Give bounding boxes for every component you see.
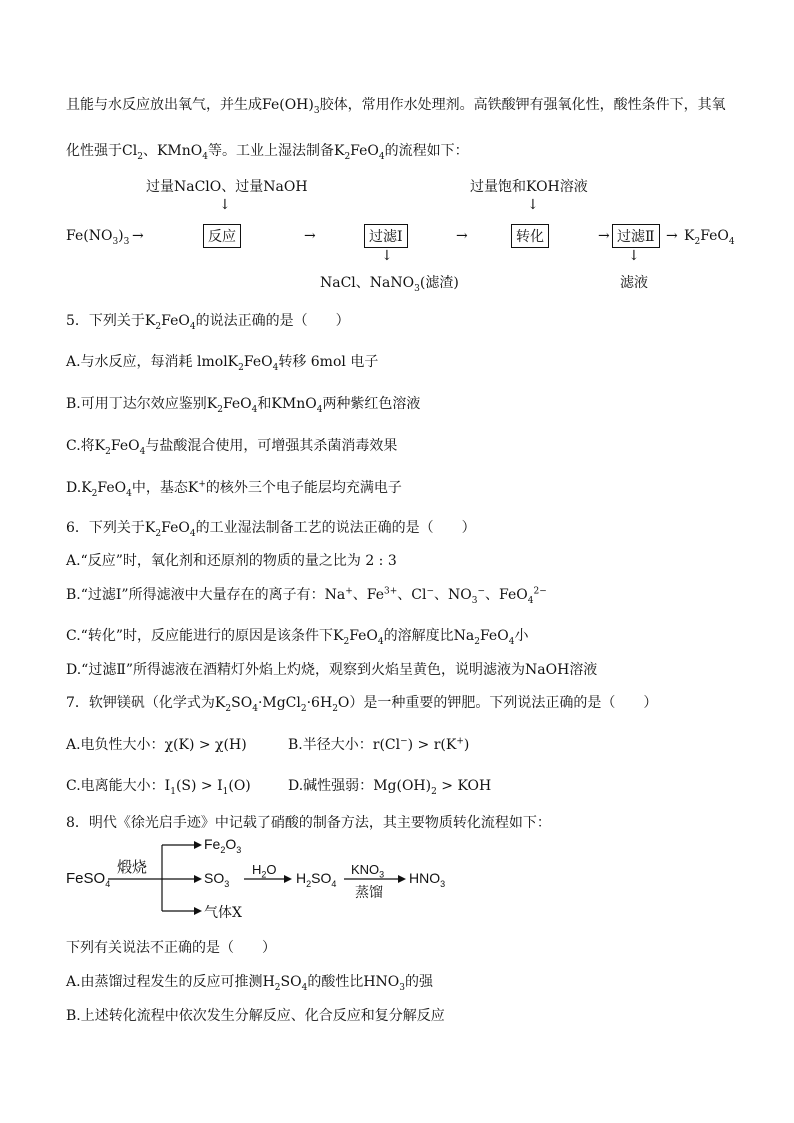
formula: Na [453,628,475,644]
formula: NaOH [525,662,570,678]
formula: O [225,836,237,852]
formula: Fe(NO [66,228,113,244]
subscript: 2 [155,321,162,332]
formula: Na [324,587,346,603]
subscript: 2 [91,488,98,499]
right-arrow-icon: → [598,228,610,244]
subscript: 4 [189,528,196,539]
text: 溶液 [569,662,598,678]
subscript: 2 [220,844,226,855]
text: A.电负性大小： [66,737,165,753]
text: B.可用丁达尔效应鉴别 [66,396,207,412]
arrowhead-icon [194,841,202,849]
h2o-label [252,862,277,880]
subscript: 2 [274,982,281,993]
superscript: + [198,479,206,490]
subscript: 4 [252,703,258,714]
formula: K [144,313,156,329]
subscript: 4 [126,488,132,499]
subscript: 4 [202,151,208,162]
subscript: 1 [170,786,176,797]
superscript: − [426,586,435,597]
formula: O [266,862,277,877]
subscript: 2 [155,528,162,539]
text: D.碱性强弱： [288,778,374,794]
arrowhead-icon [194,907,202,915]
formula: SO [204,870,225,886]
subscript: 2 [344,151,351,162]
subscript: 3 [236,844,242,855]
formula: Fe [366,587,384,603]
formula: KNO [351,862,380,877]
formula: ) > r(K [407,737,457,753]
formula: FeO [499,587,528,603]
text: C.“转化”时，反应能进行的原因是该条件下 [66,628,333,644]
text: 和 [257,396,272,412]
subscript: 3 [414,283,420,294]
formula: SO [231,695,253,711]
subscript: 4 [189,321,196,332]
question-6-option-a: A.“反应”时，氧化剂和还原剂的物质的量之比为 2 : 3 [66,553,397,569]
step-box-filter-2: 过滤Ⅱ [612,224,660,248]
text: 5．下列关于 [66,313,145,329]
right-arrow-icon: → [666,228,678,244]
formula: FeSO [66,870,106,887]
text: 两种紫红色溶液 [322,396,421,412]
formula: Cl [411,587,427,603]
formula: K [144,520,156,536]
subscript: 3 [399,982,405,993]
subscript: 4 [508,636,515,647]
subscript: 2 [238,362,244,373]
text: D. [66,480,82,496]
text: 的溶解度比 [383,628,454,644]
formula: K [333,143,345,159]
filtrate-label: 滤液 [620,275,648,291]
right-arrow-icon: → [304,228,316,244]
text: 、 [352,587,367,603]
subscript: 2 [225,703,232,714]
text: A.由蒸馏过程发生的反应可推测 [66,974,263,990]
text: 转移 6mol 电子 [278,354,379,370]
subscript: 3 [112,236,119,247]
formula: I [164,778,171,794]
text: 的强 [405,974,433,990]
formula: FeO [222,396,252,412]
subscript: 4 [139,446,146,457]
text: 的说法正确的是（ ） [195,313,350,329]
subscript: 2 [300,703,307,714]
formula: ) [463,737,470,753]
formula: Mg(OH) [373,778,432,794]
subscript: 4 [331,878,337,889]
formula: HNO [409,870,441,886]
formula: ·6H [306,695,333,711]
formula: Fe [204,836,221,852]
formula: K [94,438,106,454]
subscript: 1 [222,786,229,797]
formula: ) [118,228,124,244]
formula: > KOH [436,778,492,794]
text: D.“过滤Ⅱ”所得滤液在酒精灯外焰上灼烧，观察到火焰呈黄色，说明滤液为 [66,662,526,678]
fe2o3-label [204,836,241,855]
arrowhead-icon [284,875,292,883]
superscript: + [345,586,353,597]
formula: FeO [479,628,509,644]
subscript: 2 [137,151,143,162]
superscript: 2− [533,586,547,597]
formula: KMnO [271,396,317,412]
formula: SO [280,974,302,990]
hno3-label [409,870,445,889]
question-8-option-a [66,971,433,993]
calcine-label: 煅烧 [117,858,148,876]
formula: NO [448,587,472,603]
subscript: 2 [332,703,338,714]
text: 的酸性比 [307,974,364,990]
text: B.“过滤Ⅰ”所得滤液中大量存在的离子有： [66,587,325,603]
subscript: 2 [217,404,223,415]
formula: χ(K) > χ(H) [164,737,247,753]
step-box-filter-1: 过滤Ⅰ [364,224,408,248]
subscript: 2 [261,869,267,880]
formula: H [262,974,275,990]
subscript: 4 [105,879,111,889]
superscript: + [456,736,464,747]
subscript: 2 [343,636,350,647]
formula: K [214,695,226,711]
formula: K [684,228,695,244]
question-8-stem: 8．明代《徐光启手迹》中记载了硝酸的制备方法，其主要物质转化流程如下： [66,815,551,831]
text: 、 [485,587,500,603]
kno3-label [351,862,384,880]
subscript: 4 [316,404,323,415]
text: 、 [434,587,449,603]
formula: NaCl、NaNO [320,275,415,291]
superscript: − [477,586,486,597]
subscript: 3 [471,595,478,606]
formula: FeO [161,520,190,536]
subscript: 2 [694,236,701,247]
text: A.与水反应，每消耗 lmolK [66,354,239,370]
formula: Fe(OH) [262,97,314,113]
text: 的核外三个电子能层均充满电子 [205,480,402,496]
formula: FeO [700,228,729,244]
intro-text: 的流程如下： [384,143,469,159]
feso4-label [66,870,110,889]
text: 的工业湿法制备工艺的说法正确的是（ ） [195,520,476,536]
intro-text: 且能与水反应放出氧气，并生成 [66,97,262,113]
down-arrow-icon: ↓ [381,248,393,264]
formula: K [81,480,92,496]
intro-text: 胶体，常用作水处理剂。高铁酸钾有强氧化性，酸性条件下，其氧 [319,97,726,113]
down-arrow-icon: ↓ [527,197,539,213]
text: 与盐酸混合使用，可增强其杀菌消毒效果 [145,438,398,454]
formula: FeO [110,438,140,454]
question-8-sub-stem: 下列有关说法不正确的是（ ） [66,940,276,956]
text: 小 [514,628,529,644]
text: B.半径大小： [288,737,373,753]
intro-text: 等。工业上湿法制备 [207,143,334,159]
text: ）是一种重要的钾肥。下列说法正确的是（ ） [349,695,658,711]
formula: H [296,870,307,886]
subscript: 4 [527,595,534,606]
formula: K [332,628,344,644]
text: 6．下列关于 [66,520,145,536]
subscript: 2 [306,878,312,889]
intro-text: 、 [142,143,157,159]
text: 中，基态 [131,480,188,496]
subscript: 4 [378,151,385,162]
formula: (滤渣) [419,275,459,291]
down-arrow-icon: ↓ [219,197,231,213]
subscript: 2 [431,786,437,797]
superscript: − [400,736,408,747]
text: 、 [397,587,412,603]
subscript: 4 [728,236,735,247]
subscript: 2 [474,636,480,647]
so3-label [204,870,229,889]
formula: r(Cl [372,737,401,753]
subscript: 3 [440,878,446,889]
down-arrow-icon: ↓ [628,248,640,264]
question-8-option-b: B.上述转化流程中依次发生分解反应、化合反应和复分解反应 [66,1008,445,1024]
formula: HNO [363,974,400,990]
subscript: 3 [379,869,385,880]
formula: FeO [349,628,378,644]
subscript: 4 [301,982,308,993]
distill-label: 蒸馏 [355,885,383,901]
formula: Cl [122,143,138,159]
arrowhead-icon [398,875,406,883]
arrowhead-icon [194,875,202,883]
subscript: 3 [224,878,230,889]
step-box-conversion: 转化 [511,224,549,248]
right-arrow-icon: → [132,228,144,244]
intro-text: 化性强于 [66,143,122,159]
subscript: 3 [123,236,130,247]
formula: FeO [161,313,190,329]
h2so4-label [296,870,336,889]
text: C.电离能大小： [66,778,165,794]
text: C.将 [66,438,95,454]
right-arrow-icon: → [456,228,468,244]
superscript: 3+ [383,586,398,597]
formula: ·MgCl [257,695,301,711]
formula: K [206,396,218,412]
formula: (S) > I [175,778,223,794]
gas-x-label: 气体X [204,905,242,921]
reagent-label-1: 过量NaClO、过量NaOH [146,179,308,195]
formula: SO [311,870,332,886]
formula: FeO [243,354,273,370]
formula: K [187,480,199,496]
subscript: 2 [105,446,111,457]
formula: FeO [97,480,127,496]
subscript: 3 [313,105,320,116]
formula: FeO [350,143,379,159]
step-box-reaction: 反应 [203,224,241,248]
subscript: 4 [377,636,384,647]
reagent-label-2: 过量饱和KOH溶液 [470,179,588,195]
text: 7．软钾镁矾（化学式为 [66,695,215,711]
subscript: 4 [272,362,279,373]
formula: H [252,862,262,877]
formula: KMnO [156,143,203,159]
subscript: 4 [251,404,258,415]
formula: O [337,695,350,711]
formula: (O) [228,778,251,794]
